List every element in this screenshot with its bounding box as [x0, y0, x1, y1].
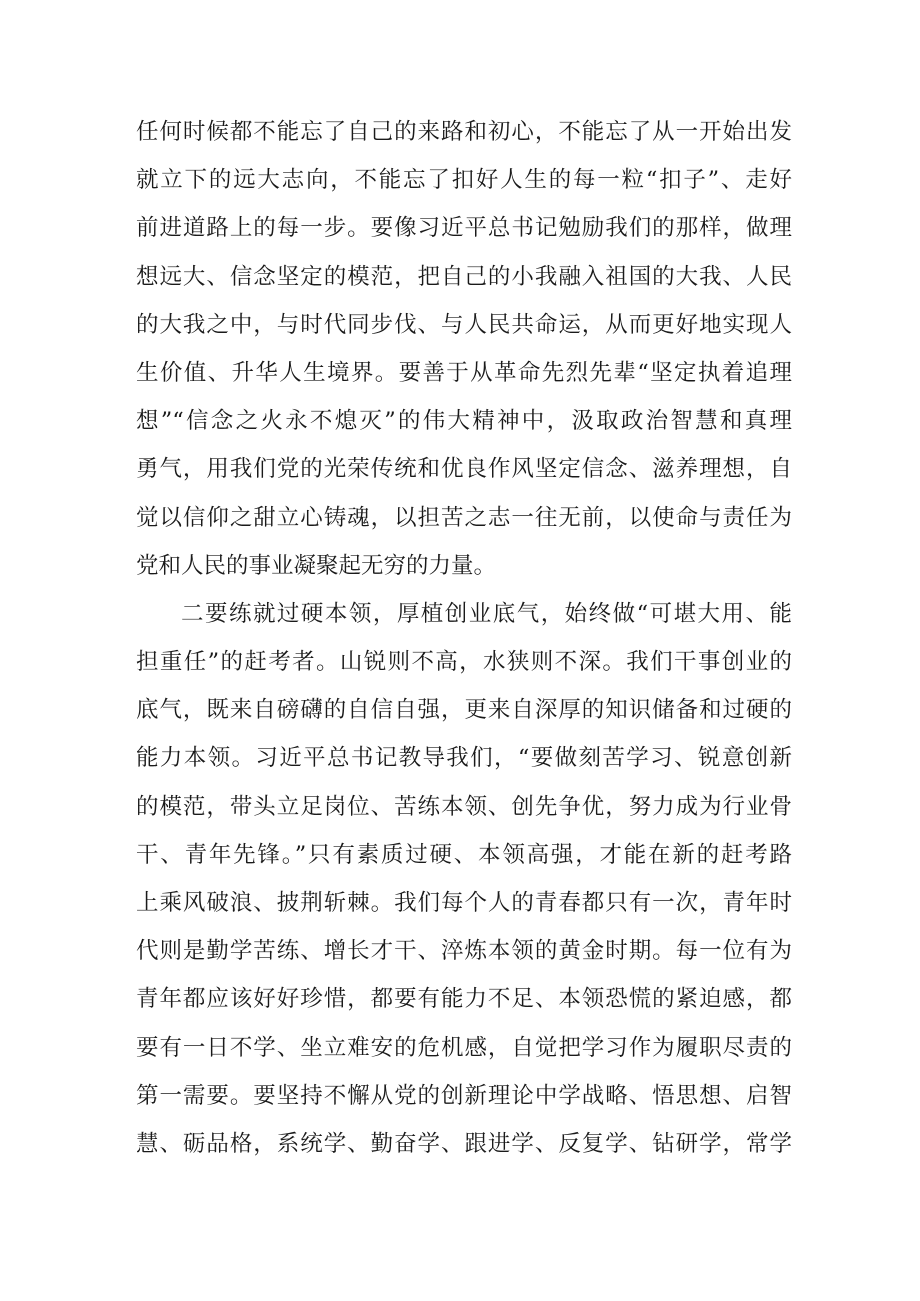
text-line: 干、青年先锋。”只有素质过硬、本领高强，才能在新的赶考路 — [136, 841, 792, 868]
body-text — [136, 108, 792, 1168]
text-line: 觉以信仰之甜立心铸魂，以担苦之志一往无前，以使命与责任为 — [136, 504, 792, 531]
text-line: 生价值、升华人生境界。要善于从革命先烈先辈“坚定执着追理 — [136, 359, 792, 386]
text-line: 勇气，用我们党的光荣传统和优良作风坚定信念、滋养理想，自 — [136, 456, 792, 483]
text-line: 上乘风破浪、披荆斩棘。我们每个人的青春都只有一次，青年时 — [136, 890, 792, 916]
text-line: 就立下的远大志向，不能忘了扣好人生的每一粒“扣子”、走好 — [136, 167, 792, 194]
text-line: 任何时候都不能忘了自己的来路和初心，不能忘了从一开始出发 — [136, 119, 792, 145]
text-line: 党和人民的事业凝聚起无穷的力量。 — [136, 552, 497, 579]
text-line: 想”“信念之火永不熄灭”的伟大精神中，汲取政治智慧和真理 — [136, 408, 792, 435]
text-line: 二要练就过硬本领，厚植创业底气，始终做“可堪大用、能 — [181, 600, 792, 627]
text-line: 的模范，带头立足岗位、苦练本领、创先争优，努力成为行业骨 — [136, 793, 792, 820]
paragraph-1 — [136, 108, 792, 590]
text-line: 的大我之中，与时代同步伐、与人民共命运，从而更好地实现人 — [136, 311, 792, 338]
text-line: 青年都应该好好珍惜，都要有能力不足、本领恐慌的紧迫感，都 — [136, 986, 792, 1013]
text-line: 第一需要。要坚持不懈从党的创新理论中学战略、悟思想、启智 — [136, 1082, 792, 1109]
text-line: 代则是勤学苦练、增长才干、淬炼本领的黄金时期。每一位有为 — [136, 938, 792, 965]
text-line: 慧、砺品格，系统学、勤奋学、跟进学、反复学、钻研学，常学 — [136, 1130, 792, 1157]
text-line: 想远大、信念坚定的模范，把自己的小我融入祖国的大我、人民 — [136, 263, 792, 290]
text-line: 要有一日不学、坐立难安的危机感，自觉把学习作为履职尽责的 — [136, 1034, 792, 1061]
paragraph-2 — [136, 590, 792, 1168]
text-line: 前进道路上的每一步。要像习近平总书记勉励我们的那样，做理 — [136, 215, 792, 242]
text-line: 底气，既来自磅礴的自信自强，更来自深厚的知识储备和过硬的 — [136, 697, 792, 724]
text-line: 担重任”的赶考者。山锐则不高，水狭则不深。我们干事创业的 — [136, 649, 792, 676]
text-line: 能力本领。习近平总书记教导我们，“要做刻苦学习、锐意创新 — [136, 745, 792, 772]
